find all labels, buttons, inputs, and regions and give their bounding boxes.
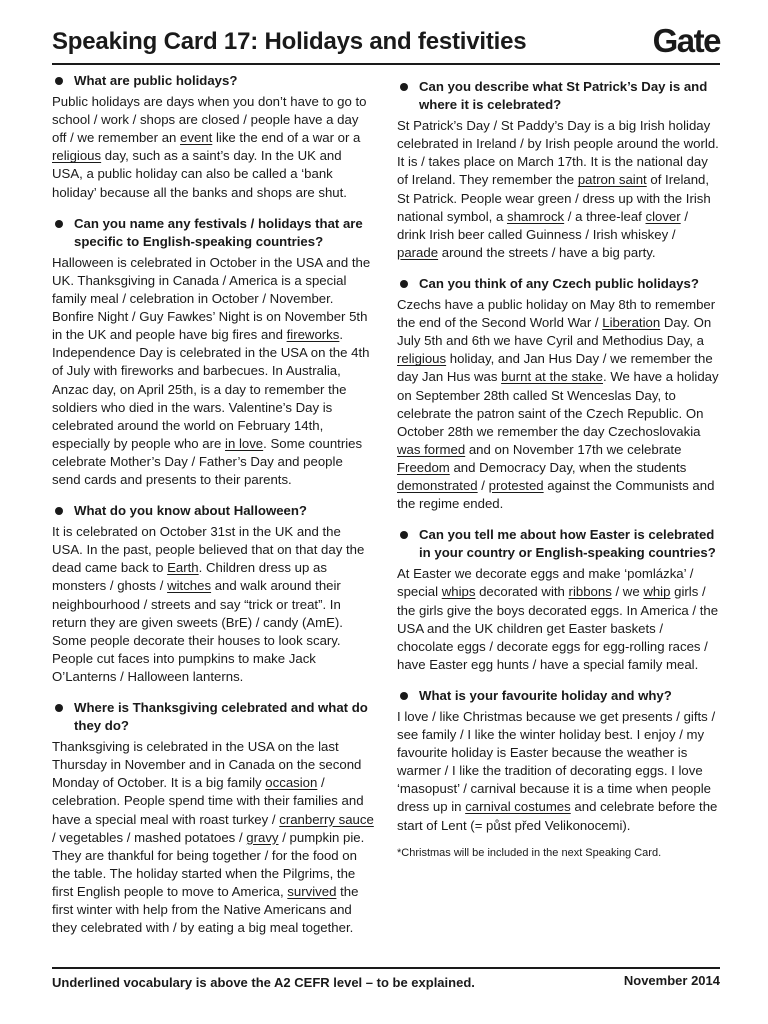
answer-text: Halloween is celebrated in October in the USA and the UK. Thanksgiving in Canada / America is a special family meal / celebration in October / November. Bonfire Night / Guy Fawkes’ Night is on November 5th in the UK and people have big fires and fireworks. Independence Day is celebrated in the USA on the 4th of July with fireworks and barbecues. In Australia, Anzac day, on April 25th, is a day to remember the soldiers who died in the wars. Valentine’s Day is celebrated around the world on February 14th, especially by people who are in love. Some countries celebrate Mother’s Day / Father’s Day and people send cards and presents to their parents. xyxy=(52,254,371,487)
page-title: Speaking Card 17: Holidays and festivities xyxy=(52,28,527,55)
page-header xyxy=(52,22,720,64)
footer-rule xyxy=(52,967,720,969)
bullet-icon xyxy=(55,704,63,712)
vocabulary-word: in love xyxy=(225,435,264,451)
header-rule xyxy=(52,63,720,65)
bullet-icon xyxy=(400,531,408,539)
right-column xyxy=(397,78,719,862)
answer-text: Public holidays are days when you don’t have to go to school / work / shops are closed / people have a day off / we remember an event like the end of a war or a religious day, such as a saint’s day. In the UK and USA, a public holiday can also be called a ‘bank holiday’ because all the banks and shops are shut. xyxy=(52,94,367,200)
question-heading: Where is Thanksgiving celebrated and what do they do? xyxy=(52,699,374,735)
left-column xyxy=(52,72,374,950)
footer-date: November 2014 xyxy=(623,973,720,988)
bullet-icon xyxy=(55,220,63,228)
christmas-note: *Christmas will be included in the next Speaking Card. xyxy=(397,846,662,859)
vocabulary-word: religious xyxy=(397,351,447,367)
answer-text: Thanksgiving is celebrated in the USA on the last Thursday in November and in Canada on the second Monday of October. It is a big family occasion / celebration. People spend time with their families and have a special meal with roast turkey / cranberry sauce / vegetables / mashed potatoes / gravy / pumpkin pie. They are thankful for being together / for the food on the table. The holiday started when the Pilgrims, the first English people to move to America, survived the first winter with help from the Native Americans and they celebrated with / by eating a big meal together. xyxy=(52,739,374,936)
vocabulary-word: event xyxy=(180,130,213,146)
vocabulary-word: survived xyxy=(287,883,337,899)
vocabulary-word: clover xyxy=(645,208,681,224)
answer-text: It is celebrated on October 31st in the UK and the USA. In the past, people believed that on that day the dead came back to Earth. Children dress up as monsters / ghosts / witches and walk around their neighbourhood / streets and say “trick or treat”. In return they are given sweets (BrE) / candy (AmE). Some people decorate their houses to look scary. People cut faces into pumpkins to make Jack O’Lanterns / Halloween lanterns. xyxy=(52,524,365,684)
bullet-icon xyxy=(400,280,408,288)
question-heading: Can you think of any Czech public holidays? xyxy=(397,275,719,293)
vocabulary-word: whips xyxy=(441,584,476,600)
vocabulary-word: Earth xyxy=(167,560,199,576)
answer-text: St Patrick’s Day / St Paddy’s Day is a big Irish holiday celebrated in Ireland / by Irish people around the world. It is / takes place on March 17th. It is the national day of Ireland. They remember the patron saint of Ireland, St Patrick. People wear green / dress up with the Irish national symbol, a shamrock / a three-leaf clover / drink Irish beer called Guinness / Irish whiskey / parade around the streets / have a big party. xyxy=(397,118,719,260)
vocabulary-word: protested xyxy=(488,477,544,493)
answer-text: Czechs have a public holiday on May 8th to remember the end of the Second World War / Liberation Day. On July 5th and 6th we have Cyril and Methodius Day, a religious holiday, and Jan Hus Day / we remember the day Jan Hus was burnt at the stake. We have a holiday on September 28th called St Wenceslas Day, to celebrate the patron saint of the Czech Republic. On October 28th we remember the day Czechoslovakia was formed and on November 17th we celebrate Freedom and Democracy Day, when the students demonstrated / protested against the Communists and the regime ended. xyxy=(397,297,719,512)
question-heading: Can you tell me about how Easter is celebrated in your country or English-speaking countries? xyxy=(397,526,719,562)
footer-note: Underlined vocabulary is above the A2 CEFR level – to be explained. xyxy=(52,975,475,990)
vocabulary-word: whip xyxy=(643,584,671,600)
bullet-icon xyxy=(55,77,63,85)
vocabulary-word: witches xyxy=(167,578,212,594)
vocabulary-word: cranberry sauce xyxy=(279,811,374,827)
vocabulary-word: Freedom xyxy=(397,459,450,475)
vocabulary-word: burnt at the stake xyxy=(501,369,603,385)
question-heading: Can you describe what St Patrick’s Day is and where it is celebrated? xyxy=(397,78,719,114)
vocabulary-word: occasion xyxy=(265,775,318,791)
question-heading: What do you know about Halloween? xyxy=(52,502,374,520)
vocabulary-word: was formed xyxy=(397,441,466,457)
question-heading: What are public holidays? xyxy=(52,72,374,90)
vocabulary-word: fireworks xyxy=(286,327,340,343)
vocabulary-word: shamrock xyxy=(506,208,565,224)
vocabulary-word: demonstrated xyxy=(397,477,478,493)
question-heading: What is your favourite holiday and why? xyxy=(397,687,719,705)
bullet-icon xyxy=(400,692,408,700)
answer-text: At Easter we decorate eggs and make ‘pomlázka’ / special whips decorated with ribbons / we whip girls / the girls give the boys decorated eggs. In America / the USA and the UK children get Easter baskets / chocolate eggs / decorate eggs for egg-rolling races / have Easter egg hunts / have a special family meal. xyxy=(397,566,719,672)
vocabulary-word: gravy xyxy=(246,829,279,845)
bullet-icon xyxy=(55,507,63,515)
vocabulary-word: ribbons xyxy=(568,584,612,600)
vocabulary-word: Liberation xyxy=(602,315,661,331)
question-heading: Can you name any festivals / holidays that are specific to English-speaking countries? xyxy=(52,215,374,251)
vocabulary-word: religious xyxy=(52,148,102,164)
vocabulary-word: patron saint xyxy=(577,172,647,188)
vocabulary-word: carnival costumes xyxy=(465,799,571,815)
gate-logo: Gate xyxy=(652,22,720,59)
answer-text: I love / like Christmas because we get presents / gifts / see family / I like the winter holiday best. I enjoy / my favourite holiday is Easter because the weather is warmer / I like the tradition of decorating eggs. I love ‘masopust’ / carnival because it is a time when people dress up in carnival costumes and celebrate before the start of Lent (= půst před Velikonocemi). xyxy=(397,709,718,833)
vocabulary-word: parade xyxy=(397,244,439,260)
bullet-icon xyxy=(400,83,408,91)
